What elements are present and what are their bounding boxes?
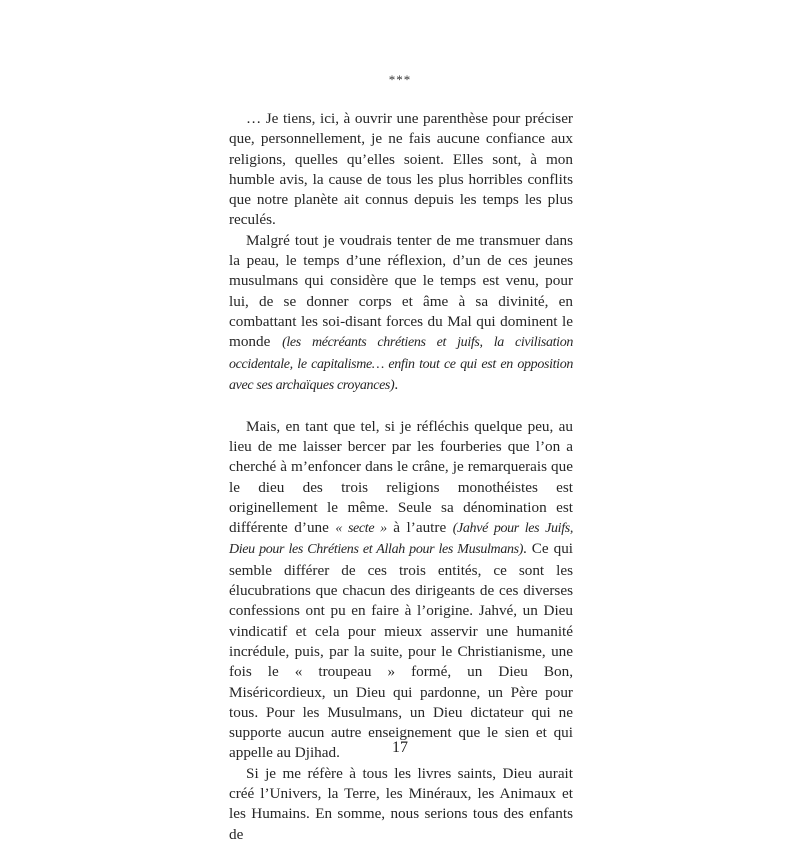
text-run: .	[394, 375, 399, 393]
text-run: Mais, en tant que tel, si je réfléchis quelque peu, au lieu de me laisser bercer par les fourberies que l’on a cherché à m’enfoncer dans le crâne, je remarquerais que le dieu des trois religions monothéistes est originellement le même. Seule sa dénomination est différente d’une	[229, 417, 573, 537]
paragraph-3	[229, 417, 573, 764]
paragraph-4	[229, 764, 573, 845]
paragraph-1	[229, 109, 573, 231]
paragraph-2	[229, 231, 573, 396]
italic-text-run: « secte »	[335, 521, 387, 537]
text-run: Si je me réfère à tous les livres saints, Dieu aurait créé l’Univers, la Terre, les Minéraux, les Animaux et les Humains. En somme, nous serions tous des enfants de	[229, 764, 573, 843]
text-run: Malgré tout je voudrais tenter de me transmuer dans la peau, le temps d’une réflexion, d’un de ces jeunes musulmans qui considère que le temps est venu, pour lui, de se donner corps et âme à sa divinité, en combattant les soi-disant forces du Mal qui dominent le monde	[229, 231, 573, 351]
text-run: . Ce qui semble différer de ces trois entités, ce sont les élucubrations que chacun des dirigeants de ces diverses confessions ont pu en faire à l’origine. Jahvé, un Dieu vindicatif et cela pour mieux asservir une humanité incrédule, puis, par la suite, pour le Christianisme, une fois le « troupeau » formé, un Dieu Bon, Miséricordieux, un Dieu qui pardonne, un Père pour tous. Pour les Musulmans, un Dieu dictateur qui ne supporte aucun autre enseignement que le sien et qui appelle au Djihad.	[229, 540, 574, 762]
italic-text-run: (Jahvé pour les Juifs, Dieu pour les Chrétiens et Allah pour les Musulmans)	[229, 521, 574, 558]
text-run: à l’autre	[386, 519, 453, 537]
section-separator: ***	[388, 72, 412, 87]
text-run: … Je tiens, ici, à ouvrir une parenthèse pour préciser que, personnellement, je ne fais aucune confiance aux religions, quelles qu’elles soient. Elles sont, à mon humble avis, la cause de tous les plus horribles conflits que notre planète ait connus depuis les temps les plus reculés.	[229, 110, 573, 229]
paragraph-gap	[229, 396, 573, 417]
body-text	[229, 109, 573, 845]
italic-text-run: (les mécréants chrétiens et juifs, la civilisation occidentale, le capitalisme… enfin tout ce qui est en opposition avec ses archaïques croyances)	[229, 335, 573, 393]
page-number: 17	[392, 739, 408, 756]
